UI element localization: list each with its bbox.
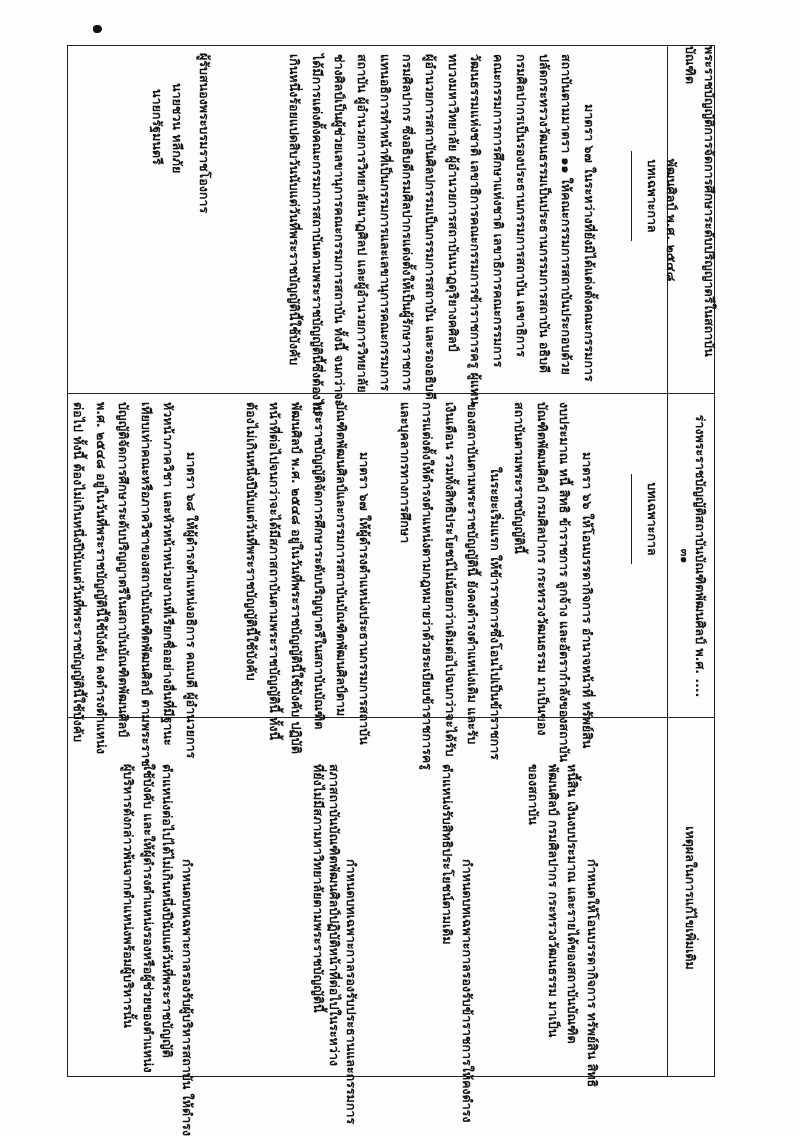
text-line: เกินหนึ่งร้อยแปดสิบวันนับแต่วันที่พระราชบัญญัตินี้ใช้บังคับ [286, 54, 302, 366]
text-line: ช่างศิลป์เป็นผู้ช่วยเลขานุการคณะกรรมการสถาบัน ทั้งนี้ จนกว่าจะ [332, 54, 348, 407]
text-line: หน้าที่ต่อไปจนกว่าจะได้มีสภาสถาบันตามพระราชบัญญัตินี้ ทั้งนี้ [266, 402, 282, 741]
text-line: สภาสถาบันบัณฑิตพัฒนศิลป์ปฏิบัติหน้าที่ต่อไปในระหว่าง [327, 764, 343, 1066]
section-heading: บทเฉพาะกาล [645, 159, 660, 233]
text-line: หัวหน้าภาควิชา และหัวหน้าหน่วยงานที่เรียกชื่ออย่างอื่นที่มีฐานะ [161, 402, 177, 746]
countersign-label: ผู้รับสนองพระบรมราชโองการ [197, 53, 212, 214]
text-line: กำหนดบทเฉพาะกาลรองรับประธานและกรรมการ [344, 859, 359, 1125]
heading-underline [631, 151, 632, 241]
text-line: พระราชบัญญัติการจัดการศึกษาระดับปริญญาตรีในสถาบันบัณฑิต [683, 46, 717, 357]
column-draft-act [66, 394, 667, 770]
text-line: ใช้บังคับ และให้ผู้ดำรงตำแหน่งรองหรือผู้ช่วยของตำแหน่ง [141, 764, 156, 1073]
text-line: เทียบเท่าคณะหรือภาควิชาของสถาบันบัณฑิตพัฒนศิลป์ ตามพระราช [138, 402, 154, 767]
text-line: บัณฑิตพัฒนศิลป์และกรรมการสถาบันบัณฑิตพัฒนศิลป์ตาม [334, 402, 350, 717]
text-line: ในระยะเริ่มแรก ให้ข้าราชการซึ่งโอนไปเป็นข้าราชการ [488, 467, 503, 760]
heading-underline [631, 474, 632, 564]
text-line: ตำแหน่งรับสิทธิประโยชน์ตามเดิม [440, 764, 456, 945]
text-line: ที่ยังไม่มีสภามหาวิทยาลัยตามพระราชบัญญัตินี้ [311, 764, 326, 1013]
ink-mark [93, 25, 102, 33]
section-67-current [282, 54, 600, 415]
column-reasons [66, 718, 667, 1136]
text-line: ปลัดกระทรวงวัฒนธรรมเป็นประธานกรรมการสถาบัน อธิบดี [536, 54, 552, 374]
section-67-draft [239, 402, 375, 754]
text-line: พัฒนศิลป์ พ.ศ. ๒๕๔๘ [664, 158, 679, 282]
text-line: งบประมาณ หนี้ สิทธิ ข้าราชการ ลูกจ้าง และอัตรากำลังของสถาบัน [557, 402, 573, 763]
text-line: พัฒนศิลป์ พ.ศ. ๒๕๔๘ อยู่ในวันที่พระราชบัญญัตินี้ใช้บังคับ ปฏิบัติ [289, 402, 305, 754]
page-number: ๓๑ [678, 548, 691, 564]
text-line: ต่อไป ทั้งนี้ ต้องไม่เกินหนึ่งปีนับแต่วันที่พระราชบัญญัตินี้ใช้บังคับ [71, 402, 87, 743]
text-line: สถาบัน ผู้อำนวยการวิทยาลัยนาฏศิลป และผู้อำนวยการวิทยาลัย [354, 54, 370, 393]
text-line: หนี้สิน เงินงบประมาณ และรายได้ของสถาบันบัณฑิต [565, 764, 581, 1044]
text-line: ร่างพระราชบัญญัติสถาบันบัณฑิตพัฒนศิลป์ พ.ศ. .... [693, 414, 708, 698]
text-line: และบุคลากรทางการศึกษา [397, 402, 413, 544]
text-line: เหตุผลในการแก้ไขเพิ่มเติม [683, 826, 698, 970]
text-line: วัฒนธรรมแห่งชาติ เลขาธิการคณะกรรมการข้าราชการครู ผู้แทน [468, 54, 484, 405]
text-line: มาตรา ๖๘ ให้ผู้ดำรงตำแหน่งอธิการ คณบดี ผู้อำนวยการ [184, 452, 199, 759]
text-line: คณะกรรมการการศึกษาแห่งชาติ เลขาธิการคณะกรรมการ [491, 54, 507, 368]
text-line: กำหนดบทเฉพาะกาลรองรับข้าราชการให้คงดำรง [460, 859, 475, 1123]
text-line: เงินเดือน รวมทั้งสิทธิประโยชน์ไม่น้อยกว่าเดิมต่อไปจนกว่าจะได้รับ [442, 402, 458, 757]
section-66-para-2 [393, 402, 506, 770]
text-line: พัฒนศิลป์ กรมศิลปากร กระทรวงวัฒนธรรม มาเป็น [546, 764, 561, 1038]
text-line: พระราชบัญญัติจัดการศึกษาระดับปริญญาตรีในสถาบันบัณฑิต [311, 402, 327, 730]
text-line: การแต่งตั้งให้ดำรงตำแหน่งตามกฎหมายว่าด้วยระเบียบข้าราชการครู [420, 402, 436, 770]
text-line: กำหนดให้โอนบรรดากิจการ ทรัพย์สิน สิทธิ [585, 859, 600, 1088]
text-line: มาตรา ๖๗ ในระหว่างที่ยังมิได้แต่งตั้งคณะกรรมการ [582, 104, 597, 382]
reason-executives [119, 764, 197, 1136]
reason-council [310, 764, 360, 1125]
text-line: ตำแหน่งต่อไปได้ไม่เกินหนึ่งปีนับแต่วันที่พระราชบัญญัติ [160, 764, 176, 1058]
text-line: บัณฑิตพัฒนศิลป์ กรมศิลปากร กระทรวงวัฒนธรรม มาเป็นของ [534, 402, 550, 736]
header-current-act [664, 46, 717, 394]
text-line: สถาบันตามมาตรา ๑๑ ให้คณะกรรมการสถาบันประกอบด้วย [559, 54, 575, 375]
text-line: กำหนดบทเฉพาะกาลรองรับผู้บริหารสถาบัน ให้ดำรง [180, 859, 195, 1136]
text-line: แทนอธิการทำหน้าที่เป็นกรรมการและเลขานุการคณะกรรมการ [377, 54, 393, 391]
text-line: กรมศิลปากร ซึ่งอธิบดีกรมศิลปากรแต่งตั้งให้เป็นผู้รักษาราชการ [400, 54, 416, 391]
text-line: มาตรา ๖๗ ให้ผู้ดำรงตำแหน่งประธานกรรมการสถาบัน [357, 452, 372, 745]
header-draft-act-title [691, 415, 710, 698]
text-line: พ.ศ. ๒๕๔๘ อยู่ในวันที่พระราชบัญญัตินี้ใช้บังคับ คงดำรงตำแหน่ง [93, 402, 109, 755]
text-line: ผู้อำนวยการสถาบันศิลปกรรมเป็นกรรมการสถาบัน และรองอธิบดี [423, 54, 439, 400]
reason-transfer [524, 764, 602, 1088]
text-line: มาตรา ๖๖ ให้โอนบรรดากิจการ อำนาจหน้าที่ ทรัพย์สิน [580, 452, 595, 749]
header-draft-act [667, 394, 714, 718]
reason-officials [438, 764, 477, 1123]
text-line: ทบวงมหาวิทยาลัย ผู้อำนวยการสถาบันนาฏดุริยางคศิลป์ [445, 54, 461, 352]
text-line: สถาบันตามพระราชบัญญัตินี้ [512, 402, 528, 554]
signatory-title: นายกรัฐมนตรี [150, 89, 165, 165]
section-66-draft [508, 402, 598, 763]
text-line: ของสถาบัน [526, 764, 542, 825]
section-68-draft [66, 402, 202, 767]
text-line: ผู้บริหารดังกล่าวพ้นจากตำแหน่งพร้อมผู้บริหารนั้น [121, 764, 137, 1028]
section-heading: บทเฉพาะกาล [645, 482, 660, 556]
column-current-act [66, 46, 667, 415]
text-line: ต้องไม่เกินหนึ่งปีนับแต่วันที่พระราชบัญญัตินี้ใช้บังคับ [244, 402, 260, 681]
signatory-name: นายชวน หลีกภัย [170, 83, 185, 174]
text-line: ของสถาบันตามพระราชบัญญัตินี้ ยังคงดำรงตำแหน่งเดิม และรับ [465, 402, 481, 745]
text-line: ได้มีการแต่งตั้งคณะกรรมการสถาบันตามพระราชบัญญัตินี้ซึ่งต้องไม่ [309, 54, 325, 415]
text-line: กรมศิลปากรเป็นรองประธานกรรมการสถาบัน เลขาธิการ [513, 54, 529, 357]
header-reason [667, 718, 714, 1078]
comparison-table [67, 45, 717, 1136]
text-line: บัญญัติจัดการศึกษาระดับปริญญาตรีในสถาบันบัณฑิตพัฒนศิลป์ [116, 402, 132, 738]
